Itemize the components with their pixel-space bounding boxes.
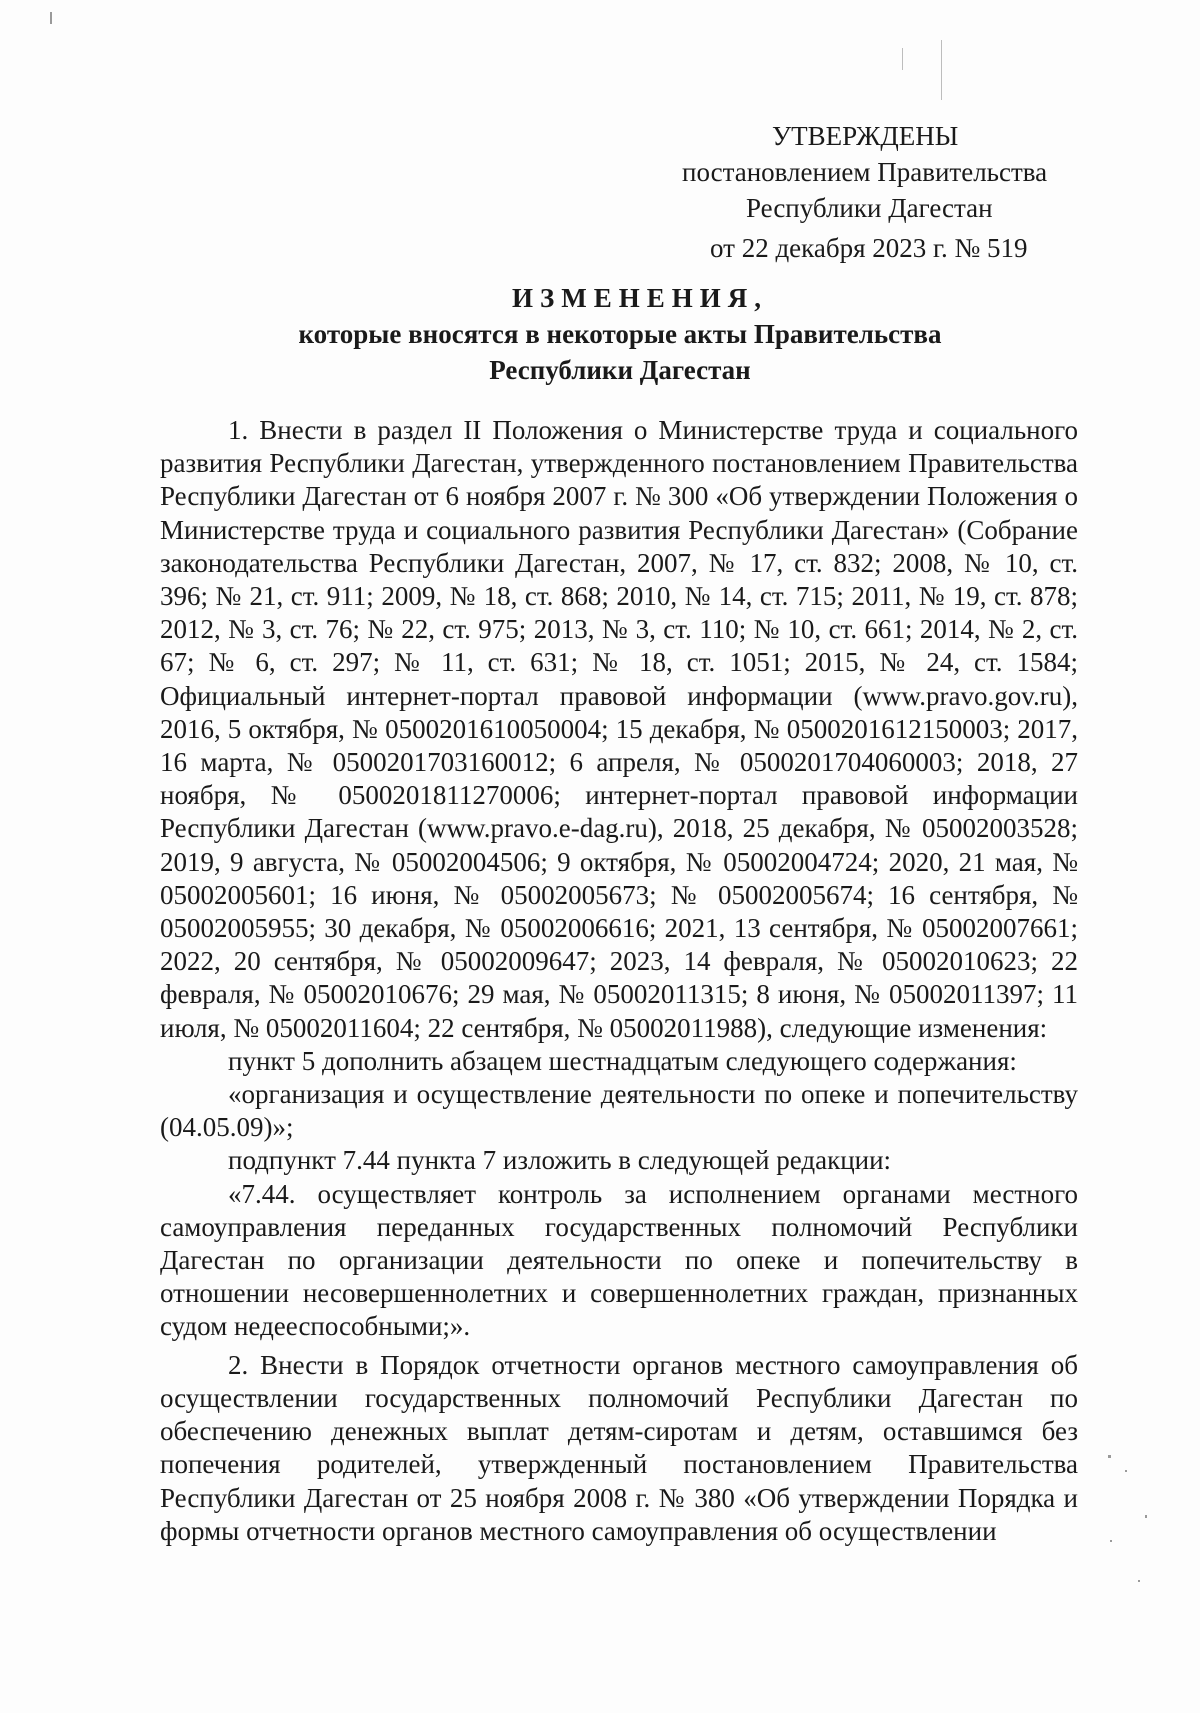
approval-republic-line: Республики Дагестан — [746, 193, 993, 223]
scan-artifact — [902, 48, 903, 70]
paragraph-6: 2. Внести в Порядок отчетности органов местного самоуправления об осуществлении государственных полномочий Республики Дагестан по обеспечению денежных выплат детям-сиротам и детям, оставшимся без попечения родителей, утвержденный постановлением Правительства Республики Дагестан от 25 ноября 2008 г. № 380 «Об утверждении Порядка и формы отчетности органов местного самоуправления об осуществлении — [160, 1349, 1078, 1546]
scan-artifact — [941, 40, 942, 100]
scan-speck — [1125, 1470, 1127, 1472]
title-subtitle-line1: которые вносятся в некоторые акты Правительства — [298, 319, 942, 349]
scan-speck — [1138, 1580, 1140, 1582]
paragraph-4: подпункт 7.44 пункта 7 изложить в следующей редакции: — [228, 1145, 892, 1176]
document-body — [160, 414, 1078, 1548]
scan-speck — [1145, 1515, 1147, 1518]
document-title — [160, 280, 1080, 388]
approval-heading: УТВЕРЖДЕНЫ — [772, 121, 959, 151]
scan-speck — [50, 12, 52, 24]
approval-date-line: от 22 декабря 2023 г. № 519 — [710, 233, 1028, 263]
approval-by-line: постановлением Правительства — [682, 157, 1048, 187]
scan-speck — [1110, 1540, 1112, 1542]
title-subtitle-line2: Республики Дагестан — [489, 355, 751, 385]
scan-speck — [1108, 1455, 1111, 1458]
paragraph-2: пункт 5 дополнить абзацем шестнадцатым следующего содержания: — [228, 1045, 1017, 1076]
paragraph-5: «7.44. осуществляет контроль за исполнением органами местного самоуправления переданных государственных полномочий Республики Дагестан по организации деятельности по опеке и попечительству в отношении несовершеннолетних и совершеннолетних граждан, признанных судом недееспособными;». — [160, 1178, 1078, 1342]
paragraph-3: «организация и осуществление деятельности по опеке и попечительству (04.05.09)»; — [160, 1079, 1078, 1143]
paragraph-1: 1. Внести в раздел II Положения о Министерстве труда и социального развития Республики Дагестан, утвержденного постановлением Правительства Республики Дагестан от 6 ноября 2007 г. № 300 «Об утверждении Положения о Министерстве труда и социального развития Республики Дагестан» (Собрание законодательства Республики Дагестан, 2007, № 17, ст. 832; 2008, № 10, ст. 396; № 21, ст. 911; 2009, № 18, ст. 868; 2010, № 14, ст. 715; 2011, № 19, ст. 878; 2012, № 3, ст. 76; № 22, ст. 975; 2013, № 3, ст. 110; № 10, ст. 661; 2014, № 2, ст. 67; № 6, ст. 297; № 11, ст. 631; № 18, ст. 1051; 2015, № 24, ст. 1584; Официальный интернет-портал правовой информации (www.pravo.gov.ru), 2016, 5 октября, № 0500201610050004; 15 декабря, № 0500201612150003; 2017, 16 марта, № 0500201703160012; 6 апреля, № 0500201704060003; 2018, 27 ноября, № 0500201811270006; интернет-портал правовой информации Республики Дагестан (www.pravo.e-dag.ru), 2018, 25 декабря, № 05002003528; 2019, 9 августа, № 05002004506; 9 октября, № 05002004724; 2020, 21 мая, № 05002005601; 16 июня, № 05002005673; № 05002005674; 16 сентября, № 05002005955; 30 декабря, № 05002006616; 2021, 13 сентября, № 05002007661; 2022, 20 сентября, № 05002009647; 2023, 14 февраля, № 05002010623; 22 февраля, № 05002010676; 29 мая, № 05002011315; 8 июня, № 05002011397; 11 июля, № 05002011604; 22 сентября, № 05002011988), следующие изменения: — [160, 415, 1078, 1043]
title-main: ИЗМЕНЕНИЯ, — [511, 283, 768, 313]
approval-stamp — [660, 118, 1080, 266]
